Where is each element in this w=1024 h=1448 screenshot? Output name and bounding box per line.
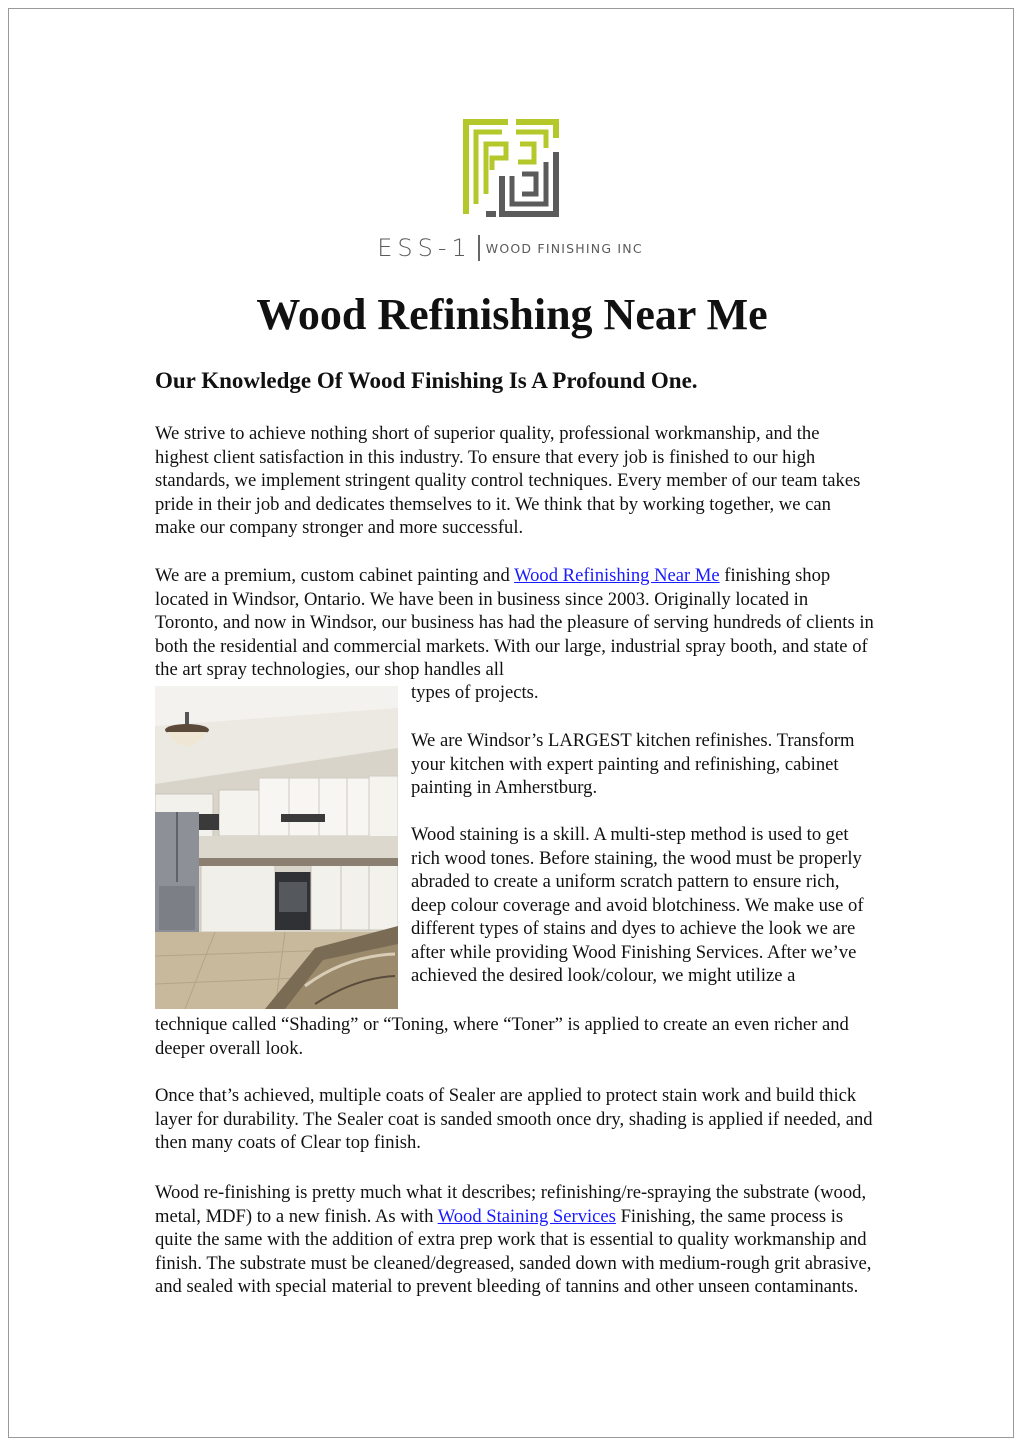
logo-ess-text: ESS-1 — [377, 234, 472, 262]
refinishing-paragraph — [155, 1181, 875, 1299]
about-text-end: finishing shop located in Windsor, Ontario. We have been in business since 2003. Originally located in Toronto, and now in Windsor, our business has had the pleasure of serving hundreds of clients in both the residential and commercial markets. With our large, industrial spray booth, and state of the art spray technologies, our shop handles all — [155, 565, 874, 680]
staining-paragraph-continued: technique called “Shading” or “Toning, where “Toner” is applied to create an even richer and deeper overall look. — [155, 1014, 849, 1059]
company-logo — [340, 118, 680, 266]
logo-sub-text: WOOD FINISHING INC — [485, 240, 643, 256]
sealer-paragraph: Once that’s achieved, multiple coats of Sealer are applied to protect stain work and build thick layer for durability. The Sealer coat is sanded smooth once dry, shading is applied if needed, and then many coats of Clear top finish. — [155, 1085, 873, 1153]
refinishing-text-start: Wood re-finishing is pretty much what it describes; refinishing/re-spraying the substrate (wood, metal, MDF) to a new finish. As with — [155, 1182, 867, 1227]
kitchen-photo — [155, 686, 398, 1009]
refinishing-text-end: Finishing, the same process is quite the same with the addition of extra prep work that is essential to quality workmanship and finish. The substrate must be cleaned/degreased, sanded down with medium-rough grit abrasive, and sealed with special material to prevent bleeding of tannins and other unseen contaminants. — [155, 1205, 872, 1297]
wood-staining-link[interactable]: Wood Staining Services — [437, 1205, 616, 1227]
largest-paragraph: We are Windsor’s LARGEST kitchen refinishes. Transform your kitchen with expert painting and refinishing, cabinet painting in Amherstburg. — [411, 730, 855, 798]
about-paragraph — [155, 564, 875, 682]
intro-paragraph: We strive to achieve nothing short of superior quality, professional workmanship, and the highest client satisfaction in this industry. To ensure that every job is finished to our high standards, we implement stringent quality control techniques. Every member of our team takes pride in their job and dedicates themselves to it. We think that by working together, we can make our company stronger and more successful. — [155, 423, 861, 538]
section-subtitle: Our Knowledge Of Wood Finishing Is A Profound One. — [155, 368, 698, 393]
about-text-start: We are a premium, custom cabinet painting and — [155, 565, 515, 586]
logo-wordmark — [340, 230, 680, 266]
page-title: Wood Refinishing Near Me — [256, 290, 768, 339]
wood-refinishing-link[interactable]: Wood Refinishing Near Me — [514, 565, 720, 586]
staining-paragraph: Wood staining is a skill. A multi-step method is used to get rich wood tones. Before staining, the wood must be properly abraded to create a uniform scratch pattern to ensure rich, deep colour coverage and avoid blotchiness. We make use of different types of stains and dyes to achieve the look we are after while providing Wood Finishing Services. After we’ve achieved the desired look/colour, we might utilize a — [411, 824, 864, 986]
logo-separator — [478, 235, 480, 261]
ess-logo-mark-icon — [462, 118, 560, 218]
kitchen-illustration — [155, 686, 398, 1009]
about-paragraph-tail: types of projects. — [411, 682, 539, 703]
